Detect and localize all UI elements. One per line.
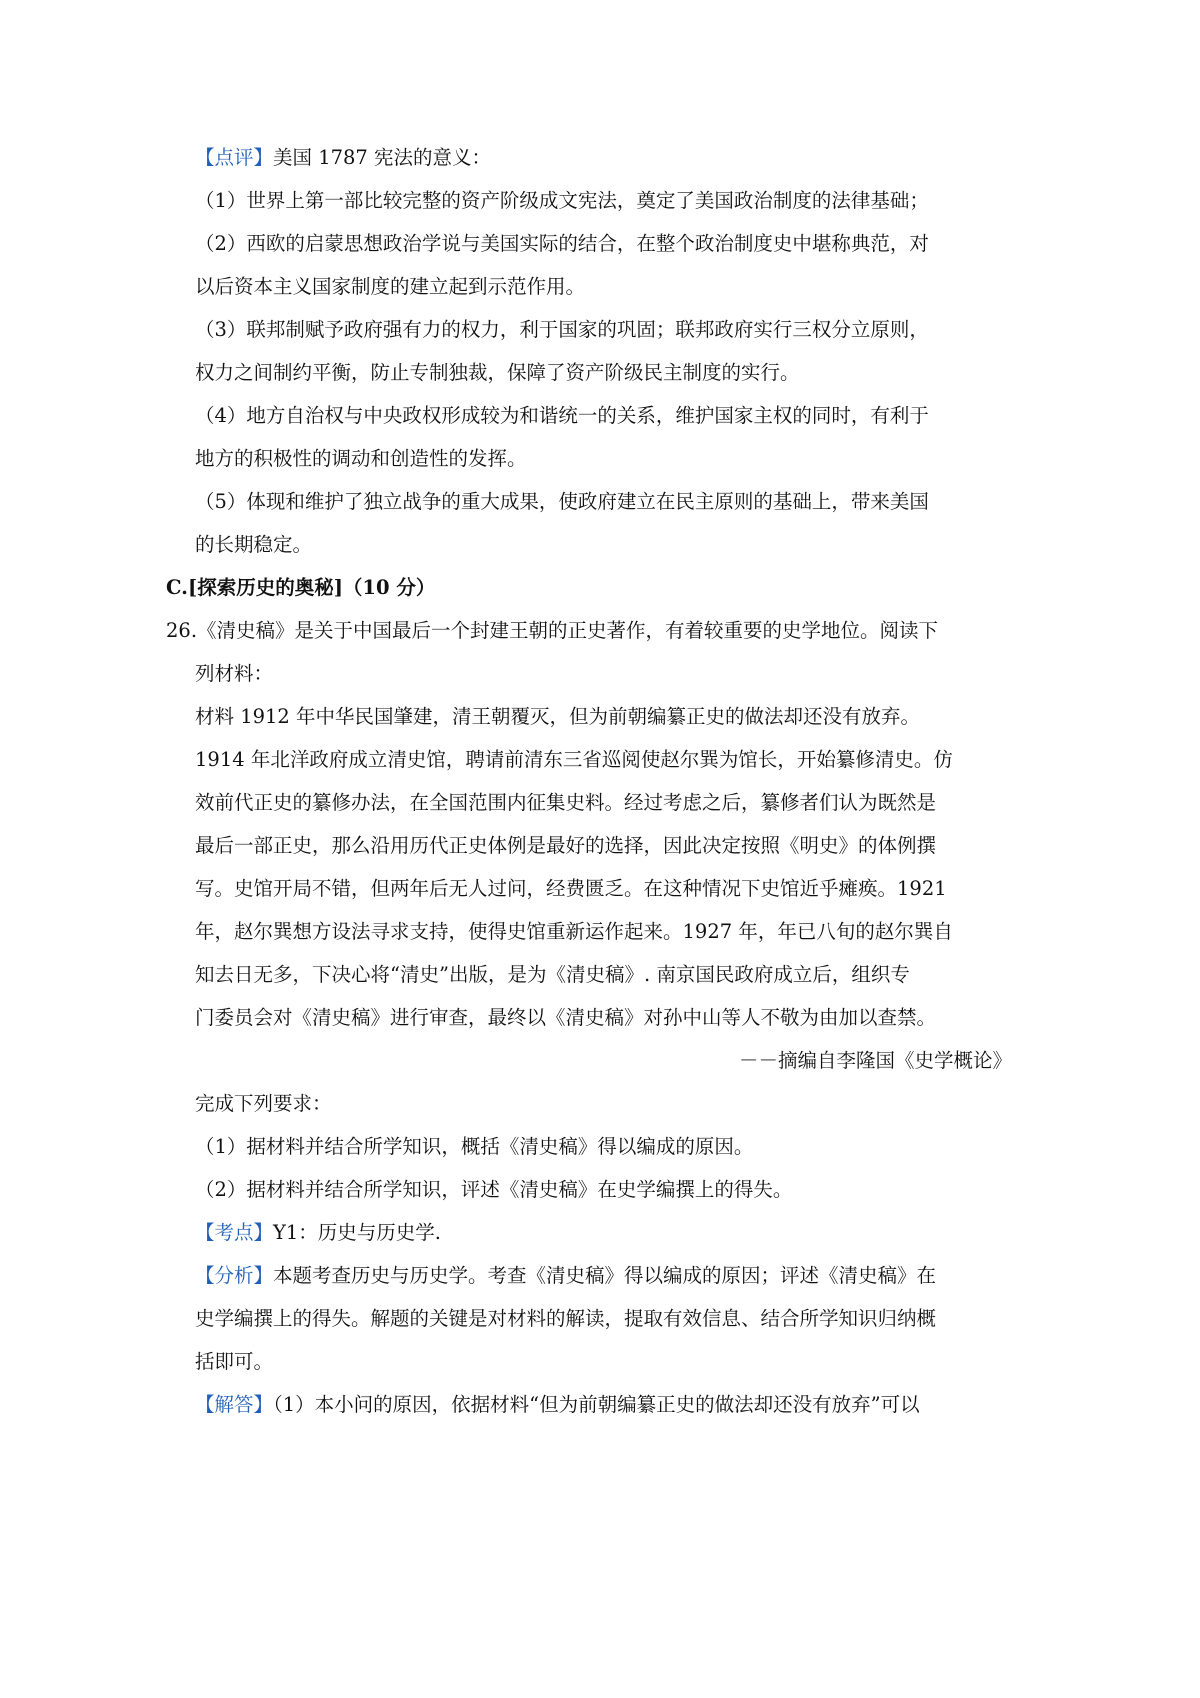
comment-point-5-cont: 的长期稳定。: [195, 533, 313, 556]
material-source: －－摘编自李隆国《史学概论》: [738, 1049, 1012, 1072]
requirement-1: （1）据材料并结合所学知识，概括《清史稿》得以编成的原因。: [195, 1135, 754, 1158]
material-line: 知去日无多，下决心将“清史”出版，是为《清史稿》. 南京国民政府成立后，组织专: [195, 963, 910, 986]
material-line: 年，赵尔巽想方设法寻求支持，使得史馆重新运作起来。1927 年，年已八旬的赵尔巽自: [195, 920, 953, 943]
fenxi-cont: 史学编撰上的得失。解题的关键是对材料的解读，提取有效信息、结合所学知识归纳概: [195, 1307, 937, 1330]
material-line: 门委员会对《清史稿》进行审查，最终以《清史稿》对孙中山等人不敬为由加以查禁。: [195, 1006, 937, 1029]
requirement-2: （2）据材料并结合所学知识，评述《清史稿》在史学编撰上的得失。: [195, 1178, 793, 1201]
material-line: 1914 年北洋政府成立清史馆，聘请前清东三省巡阅使赵尔巽为馆长，开始纂修清史。仿: [195, 748, 953, 771]
question-stem-cont: 列材料：: [195, 662, 274, 685]
material-line: 写。史馆开局不错，但两年后无人过问，经费匮乏。在这种情况下史馆近乎瘫痪。1921: [195, 877, 947, 900]
requirements-heading: 完成下列要求：: [195, 1092, 332, 1115]
comment-point-5: （5）体现和维护了独立战争的重大成果，使政府建立在民主原则的基础上，带来美国: [195, 490, 929, 513]
material-line: 材料 1912 年中华民国肇建，清王朝覆灭，但为前朝编纂正史的做法却还没有放弃。: [195, 705, 921, 728]
comment-point-4-cont: 地方的积极性的调动和创造性的发挥。: [195, 447, 527, 470]
comment-intro: 【点评】美国 1787 宪法的意义：: [195, 146, 492, 169]
comment-point-3-cont: 权力之间制约平衡，防止专制独裁，保障了资产阶级民主制度的实行。: [195, 361, 800, 384]
fenxi-tag: 【分析】: [195, 1264, 274, 1287]
comment-point-3: （3）联邦制赋予政府强有力的权力，利于国家的巩固；联邦政府实行三权分立原则，: [195, 318, 929, 341]
question-stem: 26.《清史稿》是关于中国最后一个封建王朝的正史著作，有着较重要的史学地位。阅读下: [166, 619, 939, 642]
material-line: 最后一部正史，那么沿用历代正史体例是最好的选择，因此决定按照《明史》的体例撰: [195, 834, 937, 857]
material-line: 效前代正史的纂修办法，在全国范围内征集史料。经过考虑之后，纂修者们认为既然是: [195, 791, 937, 814]
comment-point-2: （2）西欧的启蒙思想政治学说与美国实际的结合，在整个政治制度史中堪称典范，对: [195, 232, 929, 255]
comment-point-2-cont: 以后资本主义国家制度的建立起到示范作用。: [195, 275, 586, 298]
kaodian-tag: 【考点】: [195, 1221, 274, 1244]
fenxi-cont: 括即可。: [195, 1350, 274, 1373]
jieda-tag: 【解答】: [195, 1393, 274, 1416]
comment-point-1: （1）世界上第一部比较完整的资产阶级成文宪法，奠定了美国政治制度的法律基础；: [195, 189, 929, 212]
fenxi-line: 【分析】本题考查历史与历史学。考查《清史稿》得以编成的原因；评述《清史稿》在: [195, 1264, 937, 1287]
jieda-line: 【解答】（1）本小问的原因，依据材料“但为前朝编纂正史的做法却还没有放弃”可以: [195, 1393, 920, 1416]
kaodian-line: 【考点】Y1：历史与历史学.: [195, 1221, 441, 1244]
comment-tag: 【点评】: [195, 146, 274, 169]
section-heading: C.[探索历史的奥秘]（10 分）: [166, 576, 436, 599]
comment-point-4: （4）地方自治权与中央政权形成较为和谐统一的关系，维护国家主权的同时，有利于: [195, 404, 929, 427]
